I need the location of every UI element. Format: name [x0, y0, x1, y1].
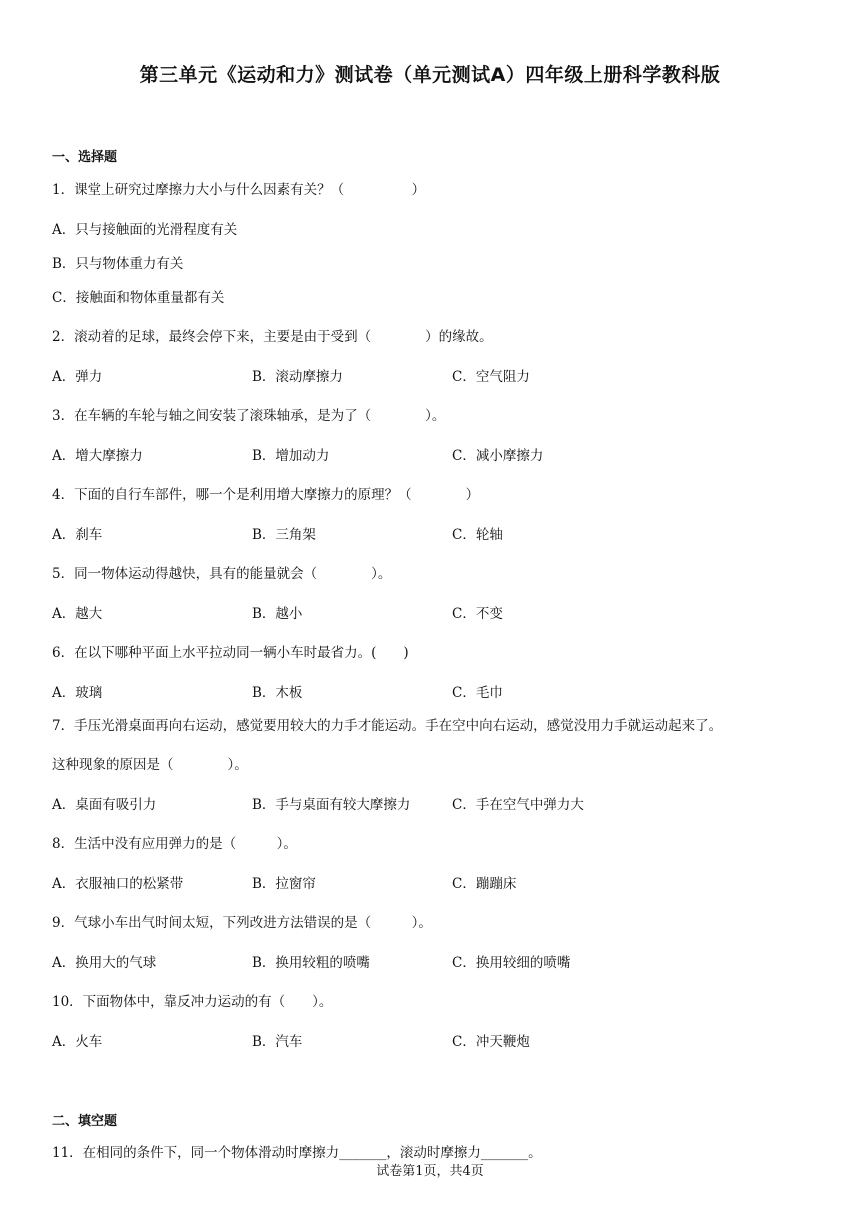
question-9-option-a: A．换用大的气球 — [52, 955, 157, 971]
question-4-option-b: B．三角架 — [252, 527, 316, 543]
question-1-option-b: B．只与物体重力有关 — [52, 256, 184, 272]
page-title: 第三单元《运动和力》测试卷（单元测试A）四年级上册科学教科版 — [139, 64, 721, 86]
question-4-option-c: C．轮轴 — [452, 527, 503, 543]
question-11: 11．在相同的条件下，同一个物体滑动时摩擦力_______，滚动时摩擦力_______。 — [52, 1145, 542, 1161]
question-1-option-a: A．只与接触面的光滑程度有关 — [52, 222, 238, 238]
question-3-option-b: B．增加动力 — [252, 448, 330, 464]
question-7-option-b: B．手与桌面有较大摩擦力 — [252, 797, 411, 813]
question-2: 2．滚动着的足球，最终会停下来，主要是由于受到（ ）的缘故。 — [52, 329, 493, 345]
question-5: 5．同一物体运动得越快，具有的能量就会（ ）。 — [52, 566, 392, 582]
page-footer: 试卷第1页，共4页 — [376, 1164, 484, 1179]
question-9-option-b: B．换用较粗的喷嘴 — [252, 955, 370, 971]
question-5-option-b: B．越小 — [252, 606, 303, 622]
question-6-option-c: C．毛巾 — [452, 685, 503, 701]
question-8-option-c: C．蹦蹦床 — [452, 876, 517, 892]
question-5-option-c: C．不变 — [452, 606, 503, 622]
question-7-option-a: A．桌面有吸引力 — [52, 797, 157, 813]
question-6-option-b: B．木板 — [252, 685, 303, 701]
question-2-option-b: B．滚动摩擦力 — [252, 369, 343, 385]
question-1-option-c: C．接触面和物体重量都有关 — [52, 290, 225, 306]
question-2-option-a: A．弹力 — [52, 369, 103, 385]
question-10: 10．下面物体中，靠反冲力运动的有（ ）。 — [52, 994, 333, 1010]
question-9: 9．气球小车出气时间太短，下列改进方法错误的是（ ）。 — [52, 915, 432, 931]
question-6: 6．在以下哪种平面上水平拉动同一辆小车时最省力。( ) — [52, 645, 409, 661]
question-5-option-a: A．越大 — [52, 606, 103, 622]
question-1: 1．课堂上研究过摩擦力大小与什么因素有关？（ ） — [52, 182, 426, 198]
question-6-option-a: A．玻璃 — [52, 685, 103, 701]
question-3: 3．在车辆的车轮与轴之间安装了滚珠轴承，是为了（ ）。 — [52, 408, 446, 424]
question-3-option-a: A．增大摩擦力 — [52, 448, 143, 464]
question-7-line-1: 7．手压光滑桌面再向右运动，感觉要用较大的力手才能运动。手在空中向右运动，感觉没用力手就运动起来了。 — [52, 718, 723, 734]
question-10-option-c: C．冲天鞭炮 — [452, 1034, 530, 1050]
question-2-option-c: C．空气阻力 — [452, 369, 530, 385]
question-8-option-a: A．衣服袖口的松紧带 — [52, 876, 184, 892]
question-9-option-c: C．换用较细的喷嘴 — [452, 955, 571, 971]
question-7-option-c: C．手在空气中弹力大 — [452, 797, 584, 813]
section-fill-heading: 二、填空题 — [52, 1114, 118, 1129]
question-8: 8．生活中没有应用弹力的是（ ）。 — [52, 836, 297, 852]
question-4: 4．下面的自行车部件，哪一个是利用增大摩擦力的原理？（ ） — [52, 487, 480, 503]
section-choice-heading: 一、选择题 — [52, 150, 118, 165]
question-7-line-2: 这种现象的原因是（ ）。 — [52, 757, 248, 773]
question-8-option-b: B．拉窗帘 — [252, 876, 316, 892]
question-4-option-a: A．刹车 — [52, 527, 103, 543]
question-10-option-a: A．火车 — [52, 1034, 103, 1050]
question-3-option-c: C．减小摩擦力 — [452, 448, 544, 464]
question-10-option-b: B．汽车 — [252, 1034, 303, 1050]
